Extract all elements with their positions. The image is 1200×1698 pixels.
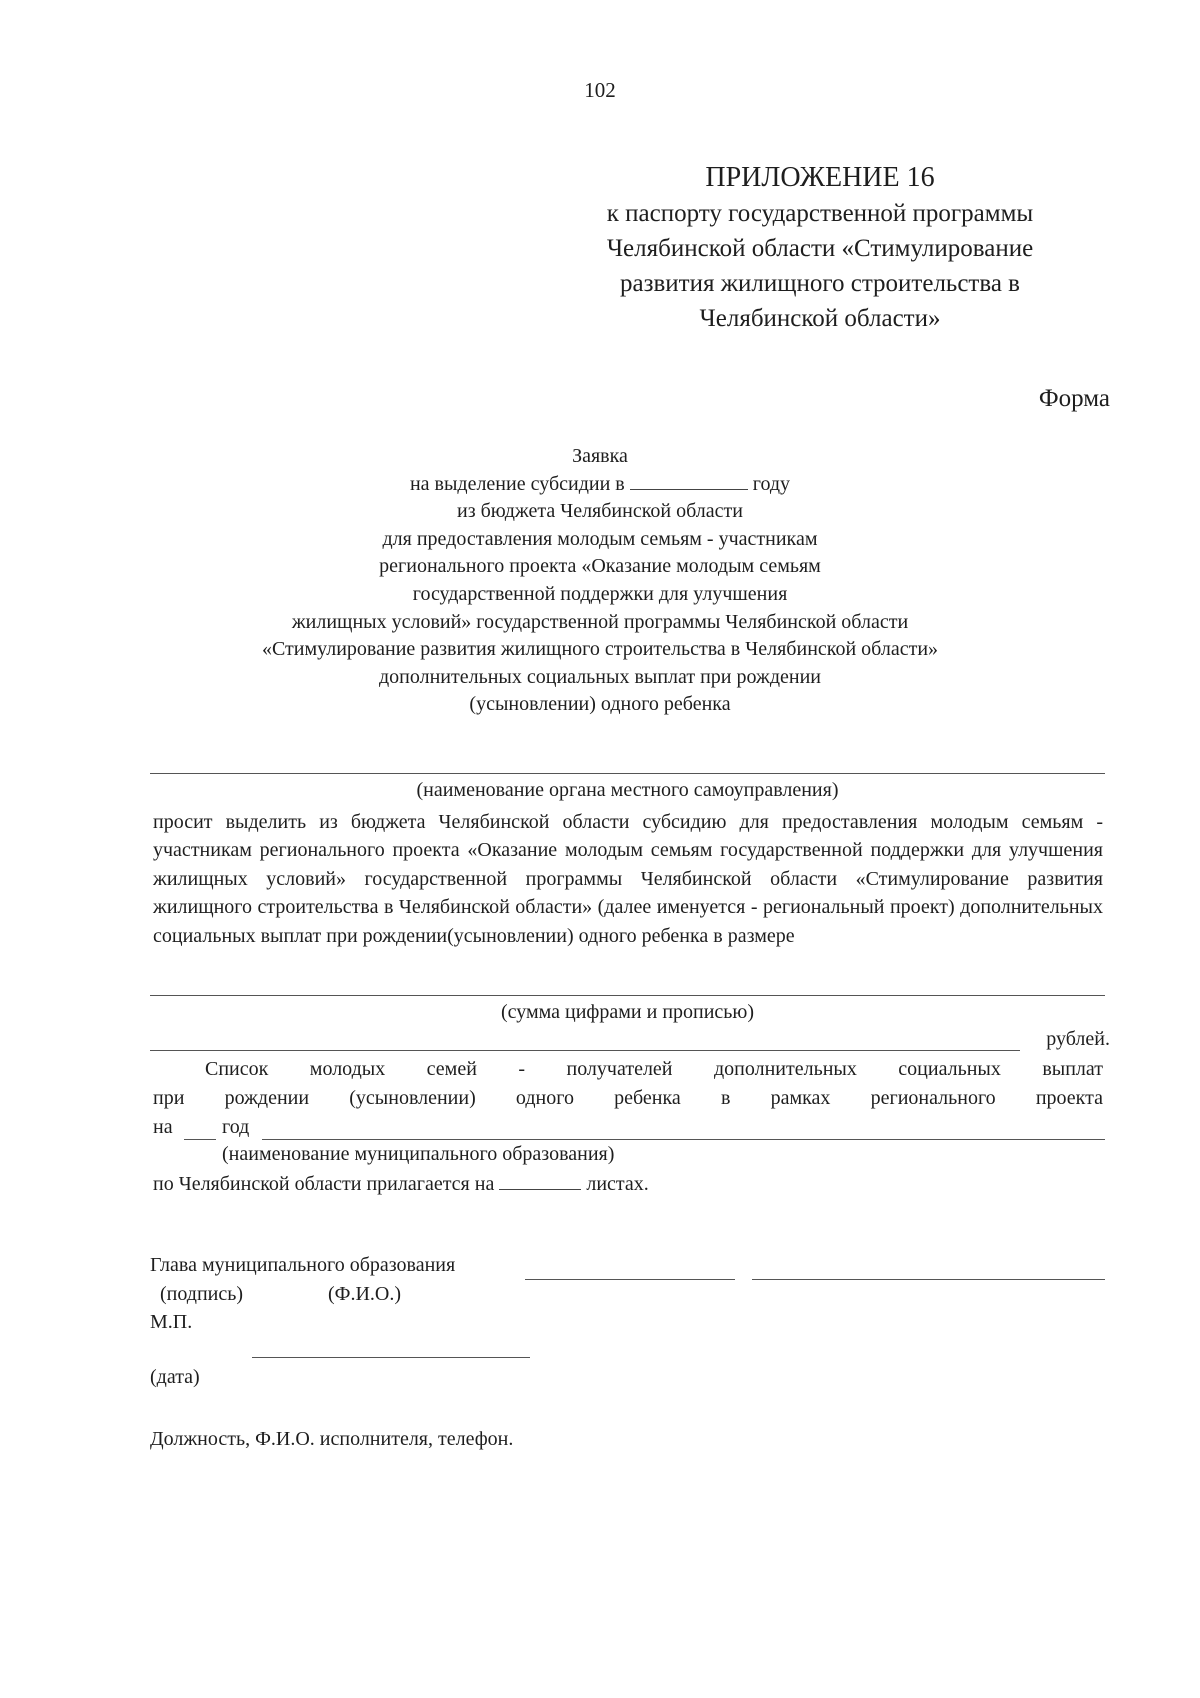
- signature-caption: (подпись): [160, 1283, 244, 1305]
- appendix-line: к паспорту государственной программы: [606, 200, 1034, 227]
- request-line: «Стимулирование развития жилищного строительства в Челябинской области»: [261, 638, 939, 661]
- sum-caption: (сумма цифрами и прописью): [500, 1001, 755, 1023]
- signature-blank-field[interactable]: [525, 1279, 735, 1280]
- appendix-line: развития жилищного строительства в: [620, 270, 1020, 297]
- appendix-title: ПРИЛОЖЕНИЕ 16: [705, 162, 935, 193]
- request-body-paragraph: [153, 808, 1103, 950]
- list-na: на: [153, 1116, 173, 1138]
- request-line: (усыновлении) одного ребенка: [469, 693, 731, 716]
- list-attached-suffix: листах.: [586, 1173, 649, 1195]
- head-label: Глава муниципального образования: [150, 1254, 456, 1276]
- appendix-line: Челябинской области «Стимулирование: [606, 235, 1034, 262]
- executor-label: Должность, Ф.И.О. исполнителя, телефон.: [150, 1428, 514, 1450]
- page-number: 102: [584, 78, 616, 102]
- request-line: государственной поддержки для улучшения: [412, 582, 788, 605]
- municipality-blank-field[interactable]: [262, 1139, 1105, 1140]
- rubles-label: рублей.: [1046, 1028, 1110, 1050]
- request-year-line: [0, 471, 1200, 499]
- request-line: жилищных условий» государственной программы Челябинской области: [291, 610, 909, 633]
- date-blank-field[interactable]: [252, 1357, 530, 1358]
- list-line-2: при рождении (усыновлении) одного ребенка в рамках регионального проекта: [153, 1087, 1103, 1109]
- authority-caption: (наименование органа местного самоуправления): [416, 779, 839, 801]
- list-line-1: [153, 1058, 1103, 1081]
- list-line-1-text: Список молодых семей - получателей дополнительных социальных выплат: [205, 1058, 1103, 1080]
- request-year-suffix: году: [752, 472, 791, 495]
- request-line: для предоставления молодым семьям - участникам: [382, 527, 818, 550]
- form-label: Форма: [1038, 385, 1110, 412]
- stamp-label: М.П.: [150, 1311, 193, 1333]
- list-attached-prefix: по Челябинской области прилагается на: [153, 1173, 495, 1195]
- date-label: (дата): [150, 1366, 200, 1388]
- appendix-line: Челябинской области»: [699, 305, 941, 332]
- request-title: Заявка: [572, 445, 628, 467]
- list-attached-line: [153, 1173, 649, 1196]
- authority-blank-field[interactable]: [150, 773, 1105, 774]
- list-year-label: год: [222, 1116, 250, 1138]
- sum-words-blank-field[interactable]: [150, 1050, 1020, 1051]
- appendix-header: [560, 160, 1080, 336]
- fio-caption: (Ф.И.О.): [328, 1283, 402, 1305]
- list-year-blank-field[interactable]: [184, 1139, 216, 1140]
- request-line: дополнительных социальных выплат при рождении: [379, 665, 821, 688]
- body-paragraph-text: просит выделить из бюджета Челябинской области субсидию для предоставления молодым семьям - участникам регионального проекта «Оказание молодым семьям государственной поддержки для улучшения жилищных условий» государственной программы Челябинской области «Стимулирование развития жилищного строительства в Челябинской области» (далее именуется - региональный проект) дополнительных социальных выплат при рождении(усыновлении) одного ребенка в размере: [153, 811, 1103, 947]
- request-line: из бюджета Челябинской области: [457, 500, 743, 523]
- fio-blank-field[interactable]: [752, 1279, 1105, 1280]
- sheets-blank-field[interactable]: [499, 1188, 581, 1190]
- municipality-caption: (наименование муниципального образования): [222, 1143, 615, 1165]
- year-blank-field[interactable]: [630, 488, 748, 490]
- sum-blank-field[interactable]: [150, 995, 1105, 996]
- request-line: регионального проекта «Оказание молодым семьям: [379, 555, 821, 578]
- request-year-prefix: на выделение субсидии в: [409, 472, 625, 495]
- request-heading: [0, 443, 1200, 719]
